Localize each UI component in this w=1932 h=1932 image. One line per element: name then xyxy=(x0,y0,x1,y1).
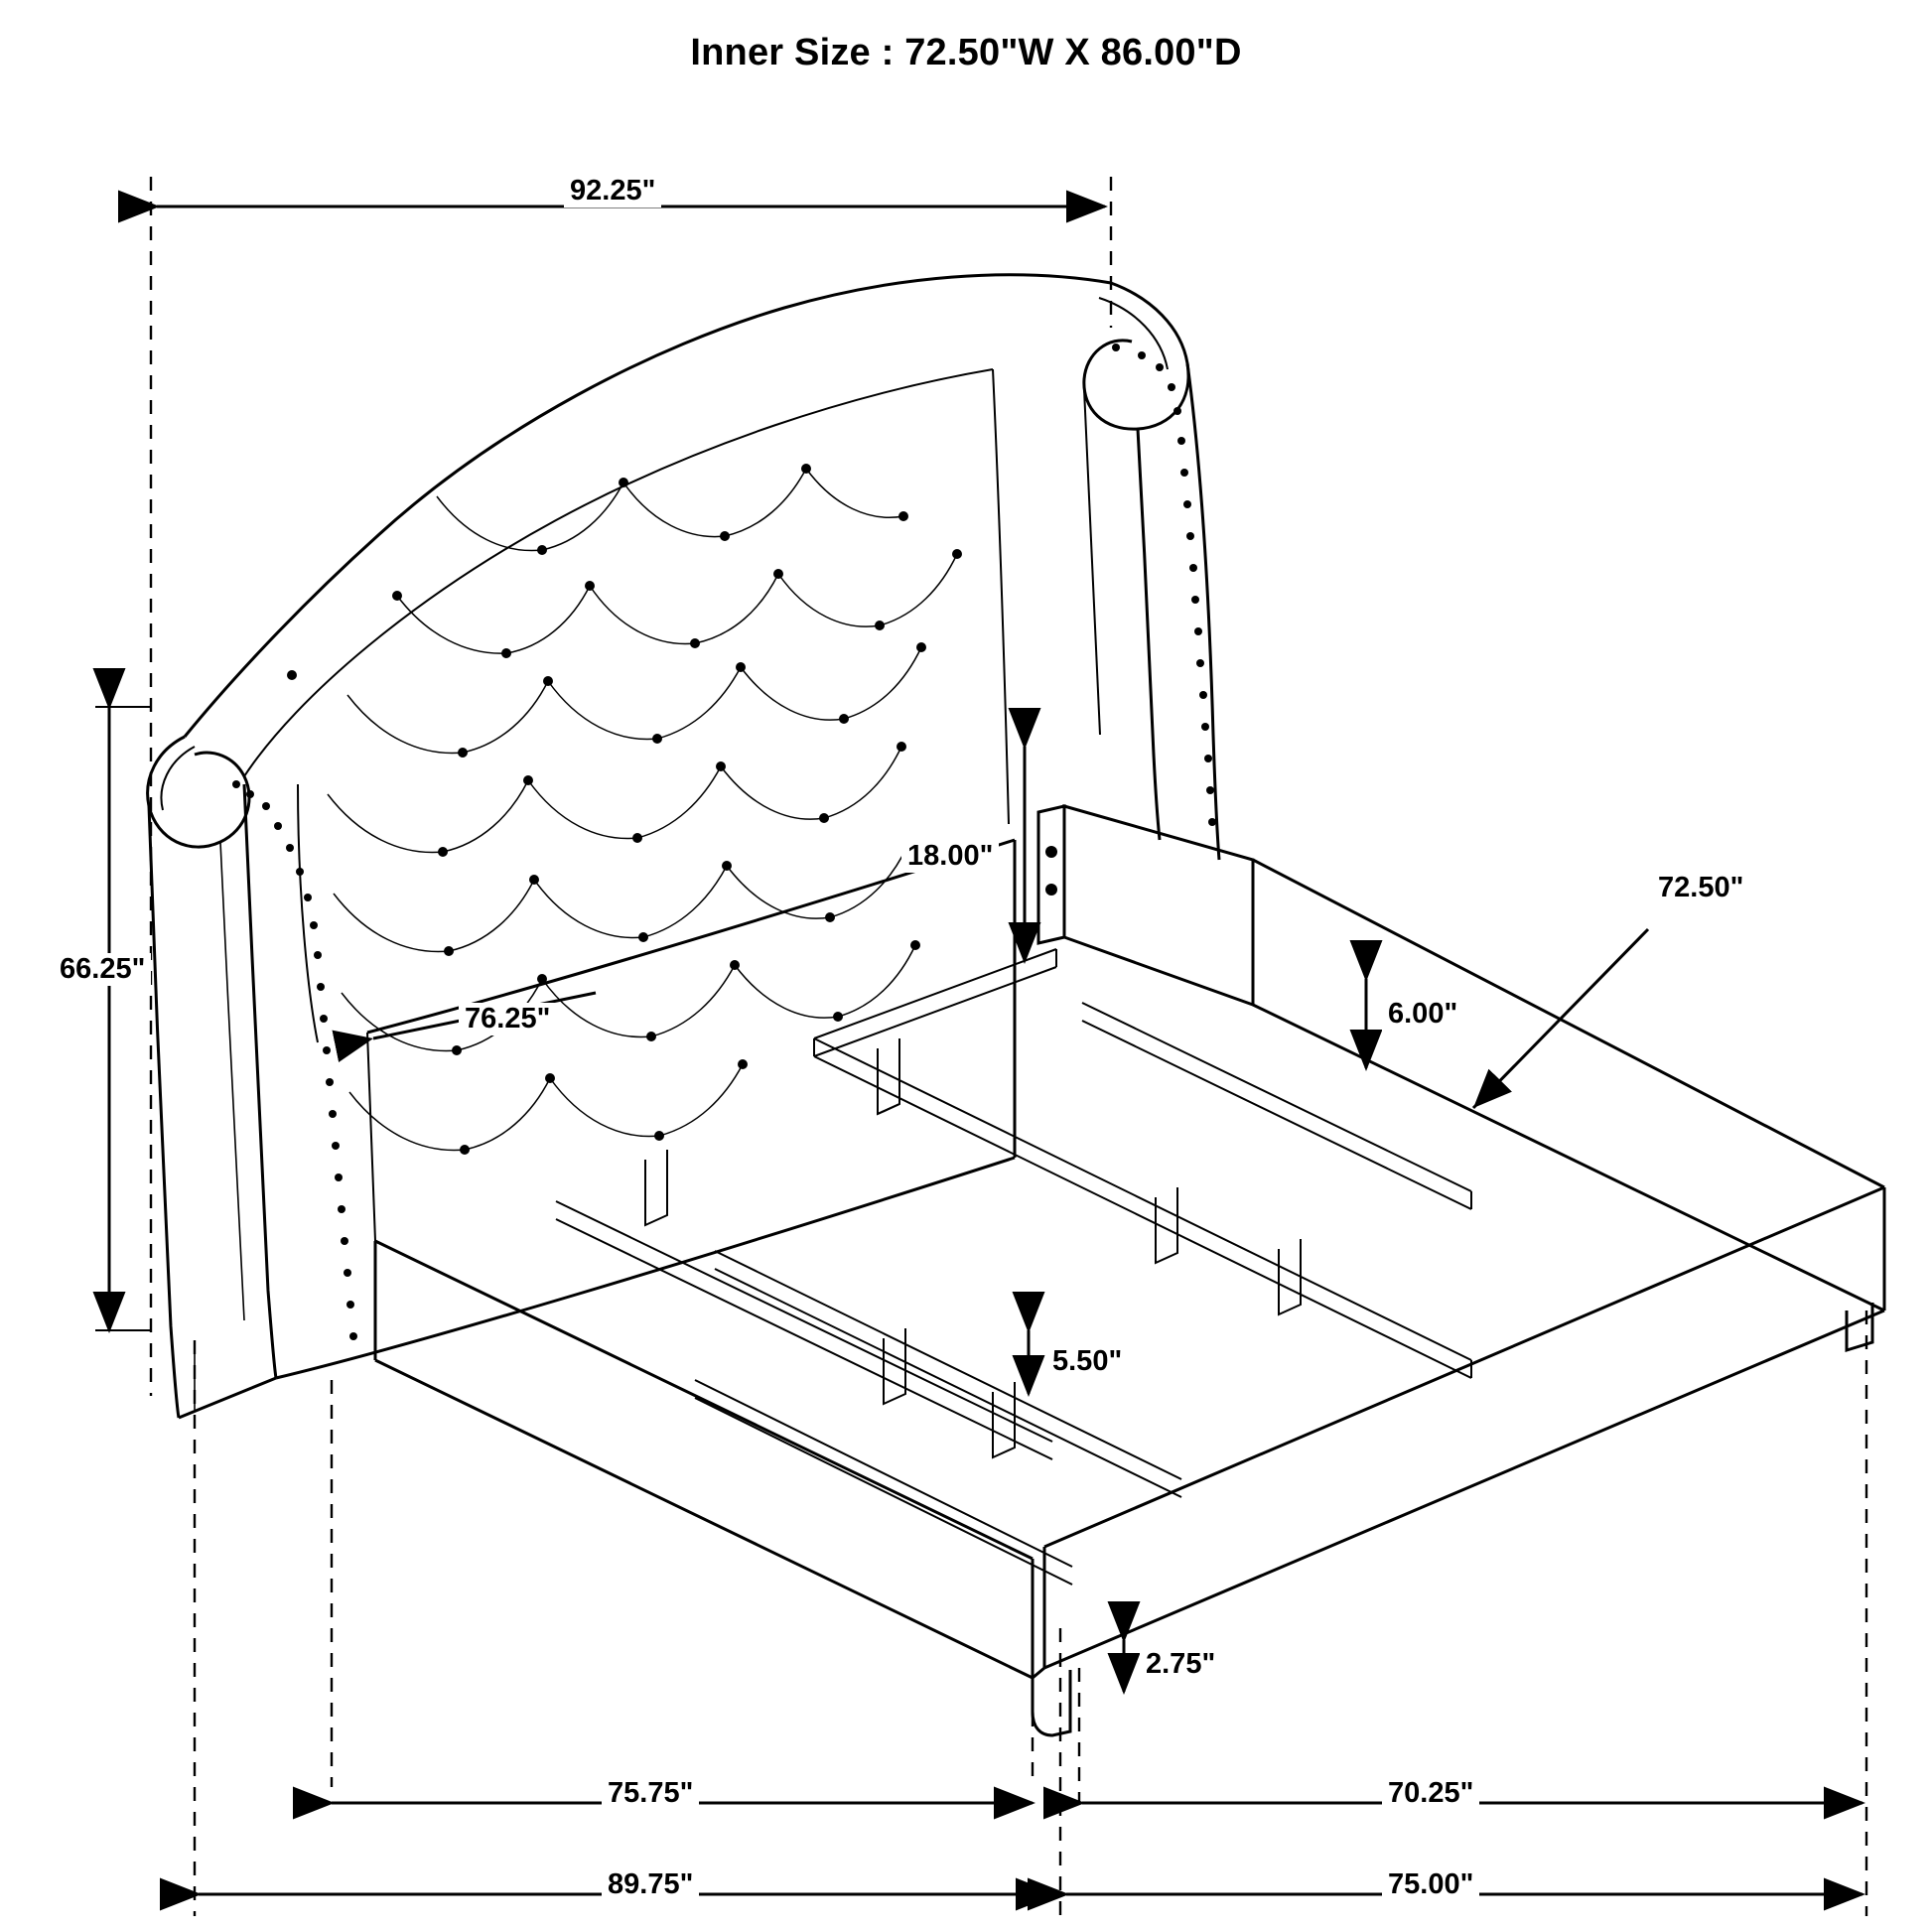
tufting-pattern xyxy=(328,469,957,1151)
bed-frame xyxy=(179,806,1884,1735)
dimension-label-headboard-panel-width: 76.25" xyxy=(459,1003,556,1035)
dimension-label-side-depth-overall: 89.75" xyxy=(602,1868,699,1901)
dimension-label-footboard-width-overall: 75.00" xyxy=(1382,1868,1479,1901)
dimension-label-side-rail-height: 6.00" xyxy=(1382,998,1463,1031)
dimension-label-headboard-clearance: 18.00" xyxy=(901,840,999,873)
nailhead-trim-left xyxy=(232,780,357,1340)
dimension-label-side-depth-lower: 75.75" xyxy=(602,1777,699,1810)
headboard xyxy=(148,275,1219,1418)
tufting-buttons xyxy=(287,464,962,1155)
dimension-label-overall-height-left: 66.25" xyxy=(54,953,151,986)
dimension-label-footboard-width-lower: 70.25" xyxy=(1382,1777,1479,1810)
dimension-label-slat-leg-height: 5.50" xyxy=(1046,1345,1128,1378)
dimension-label-foot-leg-height: 2.75" xyxy=(1140,1648,1221,1681)
page-title: Inner Size : 72.50"W X 86.00"D xyxy=(690,32,1242,73)
nailhead-trim-right xyxy=(1112,344,1216,826)
dimension-lines xyxy=(95,207,1863,1894)
guide-lines xyxy=(151,177,1866,1916)
dimension-label-overall-width-top: 92.25" xyxy=(564,175,661,207)
dimension-label-inner-width-callout: 72.50" xyxy=(1652,872,1749,904)
